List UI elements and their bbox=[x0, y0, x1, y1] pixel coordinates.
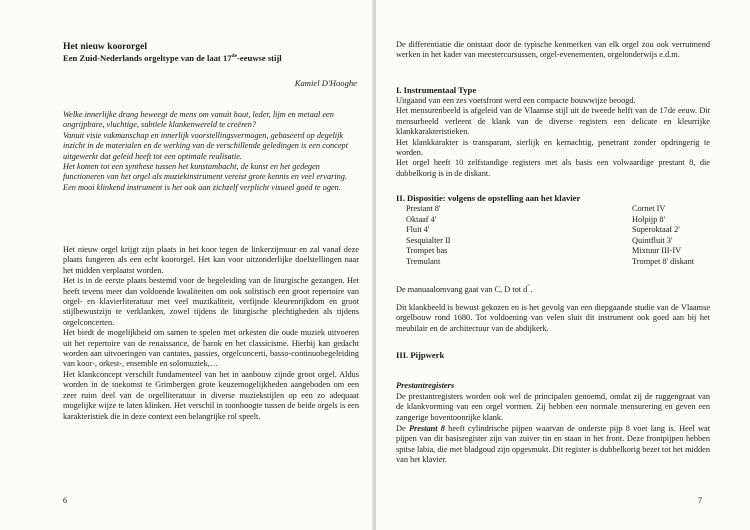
register-item: Oktaaf 4' bbox=[406, 214, 437, 224]
intro-block bbox=[63, 110, 359, 193]
register-item: Fluit 4' bbox=[406, 225, 430, 235]
body-paragraph: Het klankconcept verschilt fundamenteel van het in aanbouw zijnde groot orgel. Aldus worden in de toekomst te Grimbergen grote keuzemogelijkheden aangeboden om een zeer ruim deel van de orgelliteratuur in diverse muziekstijlen op een zo adequaat mogelijke wijze te laten klinken. Het verschil in toonhoogte tussen de beide orgels is een karakteristiek die in deze context een belangrijke rol speelt. bbox=[63, 369, 359, 421]
register-item: Trompet bas bbox=[406, 246, 448, 256]
body-paragraph: Het biedt de mogelijkheid om samen te spelen met orkesten die oude muziek uitvoeren uit het repertoire van de renaissance, de barok en het classicisme. Hierbij kan gedacht worden aan uitvoeringen van cantates, passies, orgelconcerti, basso-continuobegeleiding van koor-, orkest-, ensemble en solomuziek,… bbox=[63, 328, 359, 369]
right-page bbox=[376, 0, 750, 530]
section-1-line: Het mensurenbeeld is afgeleid van de Vlaamse stijl uit de tweede helft van de 17de eeuw. Dit mensurbeeld verleent de klank van de diverse registers een delicate en kleurrijke klankkarakteristieken. bbox=[396, 106, 710, 137]
register-item: Trompet 8' diskant bbox=[632, 256, 695, 266]
left-body-text bbox=[63, 245, 359, 422]
register-item: Mixtuur III-IV bbox=[632, 246, 682, 256]
article-title: Het nieuw koororgel bbox=[63, 41, 148, 52]
klankbeeld-paragraph: Dit klankbeeld is bewust gekozen en is het gevolg van een diepgaande studie van de Vlaamse orgelbouw rond 1680. Tot voldoening van velen sluit dit instrument ook goed aan bij het meubilair en de architectuur van de abdijkerk. bbox=[396, 303, 710, 333]
register-item: Quintfluit 3' bbox=[632, 235, 673, 245]
prestant8-paragraph bbox=[396, 424, 710, 466]
register-list-left bbox=[406, 204, 450, 268]
manual-range bbox=[396, 282, 710, 295]
section-heading-2: II. Dispositie: volgens de opstelling aan het klavier bbox=[396, 193, 581, 203]
register-item: Sesquialter II bbox=[406, 235, 451, 245]
article-subtitle bbox=[63, 53, 282, 63]
register-item: Cornet IV bbox=[632, 204, 666, 213]
subtitle-superscript: de bbox=[231, 53, 238, 60]
intro-paragraph: Het komen tot een synthese tussen het kunstambacht, de kunst en het gedegen functioneren van het orgel als muziekinstrument vereist grote kennis en veel ervaring. bbox=[63, 162, 348, 182]
register-item: Tremulant bbox=[406, 256, 441, 266]
register-item: Prestant 8' bbox=[406, 204, 441, 213]
prestant-paragraph: De prestantregisters worden ook wel de principalen genoemd, omdat zij de ruggengraat van de klankvorming van een orgel vormen. Zij hebben een normale mensurering en geven een zangerige boventoonrijke klank. bbox=[396, 392, 710, 422]
prestant8-emphasis: Prestant 8 bbox=[408, 424, 445, 433]
prestant8-text: heeft cylindrische pijpen waarvan de onderste pijp 8 voet lang is. Heel wat pijpen van dit basisregister zijn van zuiver tin en staan in het front. Deze frontpijpen hebben spitse labia, die met bladgoud zijn opgesmukt. Dit register is dubbelkorig bezet tot het midden van het klavier. bbox=[396, 424, 710, 465]
section-1-line: Uitgaand van een zes voetsfront werd een compacte bouwwijze beoogd. bbox=[396, 96, 636, 105]
register-item: Holpijp 8' bbox=[632, 214, 666, 224]
opening-paragraph: De differentiatie die ontstaat door de typische kenmerken van elk orgel zou ook verruimend werken in het kader van meestercursussen, orgel-evenementen, orgelonderwijs e.d.m. bbox=[396, 40, 710, 60]
subtitle-text-end: -eeuwse stijl bbox=[237, 53, 282, 63]
section-heading-3: III. Pijpwerk bbox=[396, 350, 445, 360]
section-heading-1: I. Instrumentaal Type bbox=[396, 85, 477, 95]
subtitle-text: Een Zuid-Nederlands orgeltype van de laat 17 bbox=[63, 53, 232, 63]
page-number-right: 7 bbox=[698, 496, 702, 505]
author-name: Kamiel D'Hooghe bbox=[294, 78, 357, 88]
intro-paragraph: Welke innerlijke drang beweegt de mens om vanuit hout, leder, lijm en metaal een ongrijpbare, vluchtige, subtiele klankenwereld te creëren? bbox=[63, 110, 334, 130]
body-paragraph: Het is in de eerste plaats bestemd voor de begeleiding van de liturgische gezangen. Het heeft tevens meer dan voldoende kwaliteiten om ook solistisch een groot repertoire van orgel- en klavierliteratuur met veel muzikaliteit, verfijnde kleurenrijkdom en groot stijlbewustzijn te verklanken, zowel tijdens de liturgische plechtigheden als tijdens orgelconcerten. bbox=[63, 276, 359, 327]
prestant8-text-start: De bbox=[396, 424, 409, 433]
intro-paragraph: Vanuit visie vakmanschap en innerlijk voorstellingsvermogen, gebaseerd op degelijk inzicht in de materialen en de werking van de verschillende geledingen is een concept uitgewerkt dat geleid heeft tot een optimale realisatie. bbox=[63, 130, 348, 161]
intro-paragraph: Een mooi klinkend instrument is het ook aan zichzelf verplicht visueel goed te ogen. bbox=[63, 182, 341, 192]
register-item: Superoktaaf 2' bbox=[632, 225, 680, 235]
register-list-right bbox=[632, 204, 694, 268]
page-number-left: 6 bbox=[63, 496, 67, 505]
section-1-text bbox=[396, 96, 710, 179]
manual-range-end: . bbox=[530, 284, 533, 294]
subsection-heading: Prestantregisters bbox=[396, 381, 455, 390]
manual-range-text: De manuaalomvang gaat van C, D tot d bbox=[396, 284, 528, 294]
section-1-line: Het orgel heeft 10 zelfstandige registers met als basis een volwaardige prestant 8, die dubbelkorig is in de diskant. bbox=[396, 158, 710, 178]
section-1-line: Het klankkarakter is transparant, sierlijk en kernachtig, penetrant zonder opdringerig te worden. bbox=[396, 137, 710, 158]
manual-range-superscript: ''' bbox=[527, 284, 531, 290]
body-paragraph: Het nieuw orgel krijgt zijn plaats in het koor tegen de linkerzijmuur en zal vanaf deze plaats fungeren als een echt koororgel. Het kan voor uitzonderlijke doelstellingen naar het midden verplaatst worden. bbox=[63, 245, 359, 275]
left-page bbox=[0, 0, 374, 530]
